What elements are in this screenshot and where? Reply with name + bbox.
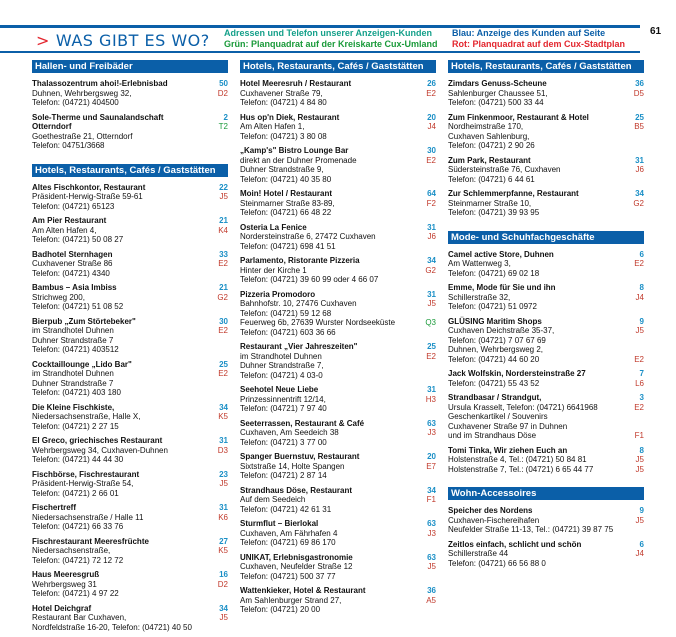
entry-line: Duhner Strandstraße 7,	[240, 361, 324, 370]
entry-line: Niedersachsenstraße, Halle X,	[32, 412, 141, 421]
entry-line: Telefon: (04721) 69 02 18	[448, 268, 540, 278]
directory-entry	[240, 256, 436, 285]
entry-line: Nordersteinstraße 6, 27472 Cuxhaven	[240, 232, 376, 241]
entry-name: Hus op'n Diek, Restaurant	[240, 112, 340, 122]
entry-line: Am Sahlenburger Strand 27,	[240, 595, 342, 605]
entry-line: Cuxhavener Straße 97 in Duhnen	[448, 421, 568, 431]
grid-square: E2	[426, 155, 436, 165]
entry-line: Telefon: (04721) 40 35 80	[240, 174, 332, 184]
ad-page-number: 27	[219, 536, 228, 546]
directory-entry	[448, 189, 644, 218]
entry-name: Seehotel Neue Liebe	[240, 385, 319, 394]
entry-line: Telefon: (04721) 69 86 170	[240, 538, 336, 547]
directory-entry	[32, 216, 228, 245]
ad-page-number: 30	[427, 146, 436, 155]
entry-line: Duhner Strandstraße 9,	[240, 165, 324, 174]
directory-entry	[448, 79, 644, 108]
entry-line: Schillerstraße 44	[448, 549, 509, 558]
entry-line: Telefon: (04721) 2 90 26	[448, 141, 535, 150]
entry-line: Geschenkartikel / Souvenirs	[448, 412, 548, 421]
entry-line: Telefon: (04721) 39 93 95	[448, 208, 540, 217]
grid-square-2: E2	[634, 354, 644, 364]
ad-page-number: 36	[427, 586, 436, 595]
grid-square: G2	[425, 265, 436, 275]
ad-page-number: 31	[427, 385, 436, 394]
entry-line: Cuxhaven, Am Fährhafen 4	[240, 528, 338, 538]
entry-name: Cocktaillounge „Lido Bar"	[32, 359, 132, 369]
ad-page-number: 31	[219, 503, 228, 512]
entry-name: Parlamento, Ristorante Pizzeria	[240, 256, 360, 265]
grid-square: F2	[426, 198, 436, 208]
grid-square: F1	[426, 495, 436, 504]
ad-page-number: 34	[635, 189, 644, 198]
grid-square: J3	[427, 528, 436, 538]
entry-line: direkt an der Duhner Promenade	[240, 155, 357, 165]
grid-square: E2	[426, 351, 436, 361]
entry-line: Telefon: (04721) 403 180	[32, 388, 121, 397]
entry-line: Am Alten Hafen 1,	[240, 122, 305, 131]
column-1	[32, 60, 228, 637]
entry-line: Sixtstraße 14, Holte Spangen	[240, 461, 345, 471]
entry-name: Strandbasar / Strandgut,	[448, 393, 542, 402]
entry-line: Auf dem Seedeich	[240, 495, 306, 504]
ad-page-number: 31	[219, 436, 228, 445]
entry-name: Fischertreff	[32, 503, 77, 512]
entry-line: Telefon: (04721) 42 61 31	[240, 504, 332, 514]
entry-line: Cuxhaven, Neufelder Straße 12	[240, 562, 353, 571]
entry-name: Hotel Meeresruh / Restaurant	[240, 79, 352, 88]
entry-name: Emme, Mode für Sie und ihn	[448, 283, 556, 292]
entry-line: Telefon: (04721) 2 66 01	[32, 488, 119, 498]
ad-page-number: 34	[219, 603, 228, 613]
entry-line: Telefon: 04751/3668	[32, 141, 105, 150]
entry-name: Jack Wolfskin, Nordersteinstraße 27	[448, 369, 586, 378]
grid-square: J5	[219, 479, 228, 488]
ad-page-number: 63	[427, 519, 436, 528]
ad-page-number: 36	[635, 79, 644, 88]
entry-name: Zum Finkenmoor, Restaurant & Hotel	[448, 112, 589, 122]
directory-entry	[240, 146, 436, 184]
section-gap	[448, 479, 644, 487]
grid-square: J5	[635, 455, 644, 464]
ad-page-number: 31	[427, 289, 436, 299]
section-header: Hotels, Restaurants, Cafés / Gaststätten	[32, 164, 228, 177]
page-title	[36, 31, 210, 50]
ad-page-number: 63	[427, 552, 436, 562]
grid-square: E7	[426, 461, 436, 471]
ad-page-number: 2	[223, 112, 228, 122]
arrow-icon: >	[36, 31, 50, 50]
entry-name: Bierpub „Zum Störtebeker"	[32, 316, 136, 326]
section-header: Hotels, Restaurants, Cafés / Gaststätten	[448, 60, 644, 73]
directory-entry	[448, 156, 644, 185]
entry-line: Telefon: (04721) 59 12 68	[240, 308, 332, 318]
grid-square: J6	[635, 165, 644, 174]
directory-entry	[32, 537, 228, 566]
grid-square: G2	[217, 292, 228, 302]
entry-name: Tomi Tinka, Wir ziehen Euch an	[448, 445, 568, 455]
directory-entry	[448, 540, 644, 569]
directory-entry	[448, 317, 644, 365]
entry-line: Cuxhaven Sahlenburg,	[448, 131, 530, 141]
entry-name: Badhotel Sternhagen	[32, 249, 113, 259]
column-3	[448, 60, 644, 573]
entry-line: Präsident-Herwig-Straße 54,	[32, 479, 134, 488]
entry-line: Cuxhavener Straße 79,	[240, 88, 323, 98]
directory-entry	[448, 446, 644, 475]
ad-page-number: 7	[639, 369, 644, 378]
ad-page-number: 23	[219, 469, 228, 479]
directory-entry	[32, 113, 228, 151]
entry-line: Telefon: (04721) 4 97 22	[32, 589, 119, 598]
entry-line: Telefon: (04721) 500 37 77	[240, 571, 336, 581]
entry-line: Telefon: (04721) 51 0972	[448, 302, 537, 311]
entry-line: Am Wattenweg 3,	[448, 259, 511, 268]
ad-page-number: 63	[427, 418, 436, 428]
entry-name: Hotel Deichgraf	[32, 603, 92, 613]
section-gap	[448, 223, 644, 231]
grid-square: J4	[635, 292, 644, 302]
ad-page-number: 20	[427, 452, 436, 461]
column-2	[240, 60, 436, 620]
entry-name: Die Kleine Fischkiste,	[32, 402, 115, 412]
ad-page-number: 34	[427, 485, 436, 495]
directory-entry	[32, 250, 228, 279]
grid-square: A5	[426, 595, 436, 605]
entry-line: Feuerweg 6b, 27639 Wurster Nordseeküste	[240, 318, 396, 327]
directory-entry	[240, 452, 436, 481]
entry-line: Cuxhaven, Am Seedeich 38	[240, 428, 339, 437]
entry-line: Hinter der Kirche 1	[240, 265, 307, 275]
ad-page-number: 6	[639, 539, 644, 549]
directory-entry	[240, 79, 436, 108]
entry-name: Fischbörse, Fischrestaurant	[32, 469, 140, 479]
directory-entry	[32, 436, 228, 465]
directory-entry	[32, 183, 228, 212]
grid-square: E2	[634, 402, 644, 412]
entry-name: „Kamp's" Bistro Lounge Bar	[240, 146, 349, 155]
directory-entry	[32, 604, 228, 633]
grid-square: K5	[218, 546, 228, 555]
grid-square: J3	[427, 428, 436, 437]
legend-blue: Blau: Anzeige des Kunden auf Seite	[452, 28, 606, 38]
entry-line: Telefon: (04721) 65123	[32, 201, 115, 211]
entry-line: Holstenstraße 7, Tel.: (04721) 6 65 44 77	[448, 464, 594, 474]
entry-name: Thalassozentrum ahoi!-Erlebnisbad	[32, 79, 168, 88]
ad-page-number: 50	[219, 79, 228, 88]
entry-line: Goethestraße 21, Otterndorf	[32, 131, 133, 141]
ad-page-number: 8	[639, 445, 644, 455]
entry-name: Wattenkieker, Hotel & Restaurant	[240, 586, 366, 595]
grid-square: J5	[219, 613, 228, 622]
entry-line: Telefon: (04721) 72 12 72	[32, 555, 124, 565]
entry-name: Zum Park, Restaurant	[448, 155, 531, 165]
entry-line: Telefon: (04721) 50 08 27	[32, 235, 124, 244]
grid-square: H3	[425, 394, 436, 404]
entry-line: im Strandhotel Duhnen	[240, 351, 322, 361]
entry-name: Strandhaus Döse, Restaurant	[240, 485, 353, 495]
directory-entry	[240, 586, 436, 615]
grid-square: K6	[218, 512, 228, 522]
entry-line: Duhner Strandstraße 7	[32, 335, 114, 345]
grid-square-2: Q3	[425, 318, 436, 327]
entry-name: Altes Fischkontor, Restaurant	[32, 182, 146, 192]
entry-name: Moin! Hotel / Restaurant	[240, 189, 333, 198]
entry-line: Schillerstraße 32,	[448, 292, 511, 302]
entry-name: Spanger Buernstuv, Restaurant	[240, 452, 360, 461]
ad-page-number: 25	[635, 112, 644, 122]
grid-square: E2	[218, 369, 228, 378]
entry-line: Telefon: (04721) 20 00	[240, 605, 321, 614]
entry-line: und im Strandhaus Döse	[448, 431, 537, 440]
entry-line: Telefon: (04721) 500 33 44	[448, 98, 544, 107]
entry-line: Telefon: (04721) 6 44 61	[448, 174, 535, 184]
ad-page-number: 26	[427, 79, 436, 88]
entry-line: Telefon: (04721) 698 41 51	[240, 241, 336, 251]
grid-square: L6	[635, 378, 644, 388]
directory-entry	[448, 113, 644, 151]
directory-entry	[448, 369, 644, 388]
legend-address: Adressen und Telefon unserer Anzeigen-Kunden	[224, 28, 433, 38]
grid-square: J5	[635, 326, 644, 335]
entry-line: Wehrbergsweg 34, Cuxhaven-Duhnen	[32, 445, 168, 455]
ad-page-number: 25	[427, 342, 436, 351]
ad-page-number: 9	[639, 316, 644, 326]
entry-line: Telefon: (04721) 2 87 14	[240, 471, 327, 480]
entry-line: Strichweg 200,	[32, 292, 85, 302]
grid-square: J5	[219, 192, 228, 201]
grid-square: E2	[634, 259, 644, 268]
entry-name: Zimdars Genuss-Scheune	[448, 79, 547, 88]
ad-page-number: 64	[427, 189, 436, 198]
entry-line: Telefon: (04721) 4 03-0	[240, 370, 323, 380]
directory-entry	[448, 250, 644, 279]
grid-square-2: F1	[634, 431, 644, 440]
ad-page-number: 21	[219, 283, 228, 292]
grid-square: J6	[427, 232, 436, 241]
ad-page-number: 25	[219, 359, 228, 369]
entry-line: Telefon: (04721) 44 60 20	[448, 354, 540, 364]
entry-line: Cuxhavener Straße 86	[32, 259, 113, 268]
entry-line: Südersteinstraße 76, Cuxhaven	[448, 165, 561, 174]
entry-line: Nordheimstraße 170,	[448, 122, 524, 131]
entry-name: Sturmflut – Bierlokal	[240, 519, 319, 528]
entry-name: Restaurant „Vier Jahreszeiten"	[240, 342, 358, 351]
entry-line: Restaurant Bar Cuxhaven,	[32, 613, 127, 622]
directory-entry	[32, 360, 228, 398]
grid-square: T2	[218, 122, 228, 131]
ad-page-number: 22	[219, 182, 228, 192]
ad-page-number: 9	[639, 506, 644, 515]
entry-line: im Strandhotel Duhnen	[32, 369, 114, 378]
entry-line: Telefon: (04721) 4340	[32, 268, 110, 278]
entry-line: Telefon: (04721) 66 56 88 0	[448, 558, 546, 568]
ad-page-number: 34	[219, 402, 228, 412]
page-title-text: WAS GIBT ES WO?	[55, 31, 210, 50]
directory-entry	[240, 419, 436, 448]
legend-green: Grün: Planquadrat auf der Kreiskarte Cux-Umland	[224, 39, 438, 49]
entry-name: Zur Schlemmerpfanne, Restaurant	[448, 189, 579, 198]
ad-page-number: 20	[427, 112, 436, 122]
entry-line: Niedersachsenstraße / Halle 11	[32, 512, 144, 522]
entry-line: Am Alten Hafen 4,	[32, 225, 97, 235]
entry-name: El Greco, griechisches Restaurant	[32, 436, 163, 445]
entry-line: Telefon: (04721) 7 97 40	[240, 404, 327, 413]
grid-square: J4	[635, 549, 644, 558]
grid-square: K4	[218, 225, 228, 235]
directory-entry	[32, 570, 228, 599]
entry-line: Ursula Krasselt, Telefon: (04721) 6641968	[448, 402, 598, 412]
directory-entry	[32, 403, 228, 432]
grid-square: E2	[218, 326, 228, 335]
section-gap	[32, 156, 228, 164]
entry-name: Osteria La Fenice	[240, 222, 307, 232]
ad-page-number: 31	[635, 155, 644, 165]
entry-line: Telefon: (04721) 2 27 15	[32, 421, 119, 431]
entry-line: im Strandhotel Duhnen	[32, 326, 114, 335]
section-header: Hotels, Restaurants, Cafés / Gaststätten	[240, 60, 436, 73]
section-header: Mode- und Schuhfachgeschäfte	[448, 231, 644, 244]
directory-entry	[240, 553, 436, 582]
ad-page-number: 8	[639, 283, 644, 292]
entry-line: Telefon: (04721) 66 33 76	[32, 522, 124, 531]
header-rule-bottom	[0, 51, 640, 53]
grid-square: B5	[634, 122, 644, 131]
entry-line: Nordfeldstraße 16-20, Telefon: (04721) 40 50	[32, 622, 192, 632]
entry-line: Telefon: (04721) 404500	[32, 98, 119, 107]
section-header: Hallen- und Freibäder	[32, 60, 228, 73]
directory-entry	[448, 393, 644, 441]
entry-name: Pizzeria Promodoro	[240, 289, 316, 299]
directory-entry	[448, 283, 644, 312]
entry-name: UNIKAT, Erlebnisgastronomie	[240, 552, 353, 562]
entry-name: Seeterrassen, Restaurant & Café	[240, 418, 365, 428]
entry-line: Telefon: (04721) 39 60 99 oder 4 66 07	[240, 275, 379, 284]
grid-square: J5	[427, 299, 436, 308]
grid-square: E2	[426, 88, 436, 98]
entry-name: Camel active Store, Duhnen	[448, 249, 554, 259]
entry-line: Telefon: (04721) 3 77 00	[240, 437, 327, 447]
entry-line: Wehrbergsweg 31	[32, 579, 97, 589]
ad-page-number: 16	[219, 570, 228, 579]
grid-square: J4	[427, 122, 436, 131]
directory-entry	[240, 342, 436, 380]
entry-name: Speicher des Nordens	[448, 506, 533, 515]
ad-page-number: 6	[639, 249, 644, 259]
grid-square: J5	[635, 515, 644, 525]
ad-page-number: 34	[427, 256, 436, 265]
directory-entry	[32, 503, 228, 532]
entry-line: Neufelder Straße 11-13, Tel.: (04721) 39 87 75	[448, 525, 614, 534]
grid-square: K5	[218, 412, 228, 421]
directory-entry	[240, 486, 436, 515]
entry-line: Telefon: (04721) 3 80 08	[240, 131, 327, 141]
entry-line: Telefon: (04721) 55 43 52	[448, 378, 540, 388]
ad-page-number: 3	[639, 393, 644, 402]
entry-line: Cuxhaven Deichstraße 35-37,	[448, 326, 555, 335]
grid-square: G2	[633, 198, 644, 208]
entry-name: Fischrestaurant Meeresfrüchte	[32, 536, 149, 546]
entry-name: Zeitlos einfach, schlicht und schön	[448, 539, 582, 549]
entry-line: Telefon: (04721) 7 07 67 69	[448, 335, 546, 345]
directory-entry	[240, 519, 436, 548]
entry-line: Steinmarner Straße 83-89,	[240, 198, 335, 208]
grid-square: D2	[217, 88, 228, 98]
entry-line: Sahlenburger Chaussee 51,	[448, 88, 548, 98]
ad-page-number: 31	[427, 222, 436, 232]
entry-line: Bahnhofstr. 10, 27476 Cuxhaven	[240, 299, 357, 308]
grid-square: J5	[427, 562, 436, 571]
entry-line: Präsident-Herwig-Straße 59-61	[32, 192, 143, 201]
section-header: Wohn-Accessoires	[448, 487, 644, 500]
entry-line: Cuxhaven-Fischereihafen	[448, 515, 540, 525]
entry-line: Duhner Strandstraße 7	[32, 378, 114, 388]
grid-square-2: J5	[635, 464, 644, 474]
entry-line: Duhnen, Wehrbergsweg 32,	[32, 88, 132, 98]
entry-line: Telefon: (04721) 51 08 52	[32, 302, 124, 311]
directory-entry	[32, 470, 228, 499]
grid-square: D2	[217, 579, 228, 589]
entry-line: Telefon: (04721) 66 48 22	[240, 208, 332, 217]
directory-entry	[448, 506, 644, 535]
entry-line: Telefon: (04721) 603 36 66	[240, 327, 336, 337]
entry-line: Prinzessinnentrift 12/14,	[240, 394, 326, 404]
directory-entry	[240, 113, 436, 142]
entry-line: Telefon: (04721) 4 84 80	[240, 98, 327, 107]
entry-line: Niedersachsenstraße,	[32, 546, 111, 555]
grid-square: D5	[633, 88, 644, 98]
directory-entry	[240, 290, 436, 338]
entry-name: GLÜSING Maritim Shops	[448, 316, 542, 326]
entry-line: Duhnen, Wehrbergsweg 2,	[448, 345, 544, 354]
directory-entry	[32, 317, 228, 355]
legend-red: Rot: Planquadrat auf dem Cux-Stadtplan	[452, 39, 626, 49]
ad-page-number: 33	[219, 249, 228, 259]
entry-line: Steinmarner Straße 10,	[448, 198, 532, 208]
entry-name: Haus Meeresgruß	[32, 570, 100, 579]
grid-square: D3	[217, 445, 228, 455]
entry-name: Sole-Therme und Saunalandschaft Otterndorf	[32, 112, 164, 131]
entry-line: Telefon: (04721) 44 44 30	[32, 455, 124, 464]
directory-entry	[240, 223, 436, 252]
ad-page-number: 21	[219, 216, 228, 225]
page-number: 61	[650, 26, 662, 37]
ad-page-number: 30	[219, 316, 228, 326]
directory-entry	[240, 189, 436, 218]
directory-entry	[240, 385, 436, 414]
grid-square: E2	[218, 259, 228, 268]
entry-line: Telefon: (04721) 403512	[32, 345, 119, 354]
directory-entry	[32, 79, 228, 108]
entry-name: Bambus – Asia Imbiss	[32, 283, 117, 292]
directory-entry	[32, 283, 228, 312]
entry-name: Am Pier Restaurant	[32, 216, 107, 225]
entry-line: Holstenstraße 4, Tel.: (04721) 50 84 81	[448, 455, 587, 464]
